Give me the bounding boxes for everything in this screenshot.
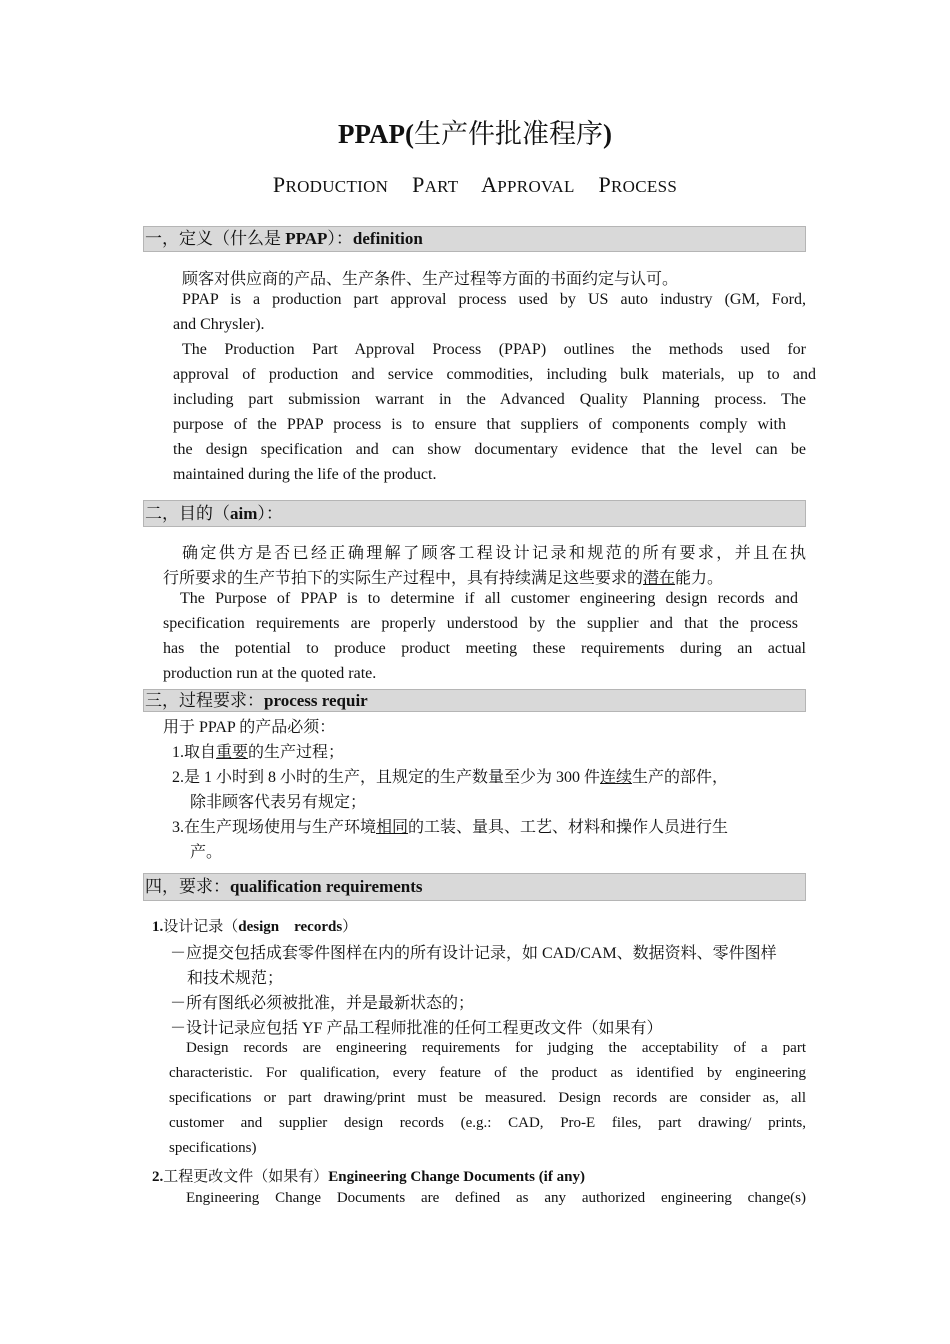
s2-en-line: production run at the quoted rate. — [163, 665, 377, 682]
s3-item-3-cont: 产。 — [190, 844, 223, 861]
section-2-heading: 二，目的（aim）： — [143, 500, 806, 527]
s2-zh-line: 行所要求的生产节拍下的实际生产过程中，具有持续满足这些要求的潜在能力。 — [163, 570, 724, 587]
s4-item-1-heading: 1.设计记录（design records） — [152, 919, 358, 935]
s4-design-note: 和技术规范； — [187, 970, 284, 987]
subtitle-word: PROCESS — [598, 172, 678, 197]
section-1-heading: 一，定义（什么是 PPAP）：definition — [143, 226, 806, 252]
s1-p1-line: PPAP is a production part approval process used by US auto industry (GM, Ford, — [182, 291, 806, 308]
s3-intro: 用于 PPAP 的产品必须： — [163, 719, 336, 736]
s4-design-en-line: specifications) — [169, 1140, 257, 1156]
s4-design-note: －应提交包括成套零件图样在内的所有设计记录，如 CAD/CAM、数据资料、零件图样 — [170, 945, 777, 962]
s1-p2-line: The Production Part Approval Process (PPAP) outlines the methods used for — [182, 341, 806, 358]
subtitle-word: PRODUCTION — [272, 172, 389, 197]
s4-design-note: －设计记录应包括 YF 产品工程师批准的任何工程更改文件（如果有） — [170, 1020, 663, 1037]
s4-item-2-heading: 2.工程更改文件（如果有）Engineering Change Documents (if any) — [152, 1169, 585, 1185]
s4-design-en-line: characteristic. For qualification, every feature of the product as identified by engineering — [169, 1065, 806, 1081]
page-subtitle — [0, 172, 950, 198]
s4-design-note: －所有图纸必须被批准，并是最新状态的； — [170, 995, 475, 1012]
s1-p2-line: the design specification and can show documentary evidence that the level can be — [173, 441, 806, 458]
page-title: PPAP(生产件批准程序) — [338, 119, 612, 149]
section-3-heading: 三，过程要求：process requir — [143, 689, 806, 712]
s2-en-line: has the potential to produce product meeting these requirements during an actual — [163, 640, 806, 657]
s1-p2-line: purpose of the PPAP process is to ensure that suppliers of components comply with — [173, 416, 786, 433]
s4-ecd-line: Engineering Change Documents are defined as any authorized engineering change(s) — [186, 1190, 806, 1206]
s4-design-en-line: customer and supplier design records (e.g.: CAD, Pro-E files, part drawing/ prints, — [169, 1115, 806, 1131]
s1-p2-line: including part submission warrant in the Advanced Quality Planning process. The — [173, 391, 806, 408]
section-4-heading: 四，要求：qualification requirements — [143, 873, 806, 901]
s2-en-line: The Purpose of PPAP is to determine if all customer engineering design records and — [180, 590, 798, 607]
s3-item-3: 3.在生产现场使用与生产环境相同的工装、量具、工艺、材料和操作人员进行生 — [172, 819, 729, 836]
subtitle-word: APPROVAL — [481, 172, 575, 197]
s1-p2-line: maintained during the life of the product. — [173, 466, 437, 483]
s1-p1-line: and Chrysler). — [173, 316, 265, 333]
s1-p2-line: approval of production and service commodities, including bulk materials, up to and — [173, 366, 816, 383]
s2-zh-line: 确定供方是否已经正确理解了顾客工程设计记录和规范的所有要求，并且在执 — [182, 545, 806, 562]
s3-item-2-cont: 除非顾客代表另有规定； — [190, 794, 367, 811]
s2-en-line: specification requirements are properly understood by the supplier and that the process — [163, 615, 798, 632]
s4-design-en-line: specifications or part drawing/print must be measured. Design records are consider as, all — [169, 1090, 806, 1106]
s1-zh-definition: 顾客对供应商的产品、生产条件、生产过程等方面的书面约定与认可。 — [182, 271, 679, 288]
s3-item-2: 2.是 1 小时到 8 小时的生产，且规定的生产数量至少为 300 件连续生产的部件， — [172, 769, 729, 786]
s4-design-en-line: Design records are engineering requirements for judging the acceptability of a part — [186, 1040, 806, 1056]
subtitle-word: PART — [412, 172, 459, 197]
s3-item-1: 1.取自重要的生产过程； — [172, 744, 345, 761]
